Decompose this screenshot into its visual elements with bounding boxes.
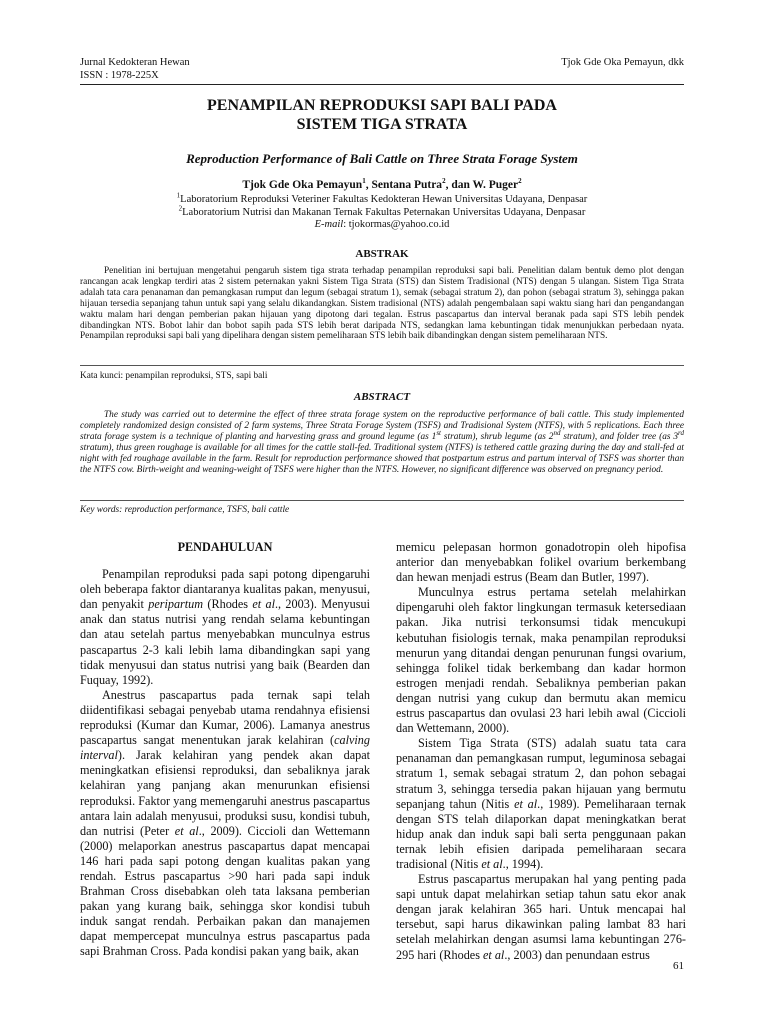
issn: ISSN : 1978-225X: [80, 69, 159, 81]
body-column-left: [80, 540, 370, 960]
email-line: [80, 219, 684, 232]
email-label: E-mail: [314, 219, 344, 230]
text-run: Anestrus pascapartus pada ternak sapi telah diidentifikasi sebagai penyebab utama rendahnya efisiensi reproduksi (Kumar dan Kumar, 2006). Lamanya anestrus pascapartus sangat menentukan jarak kelahiran (: [80, 687, 370, 748]
running-header: [80, 57, 684, 82]
journal-name: Jurnal Kedokteran Hewan: [80, 57, 190, 68]
author-2-affil: 2: [442, 177, 446, 186]
page-number: 61: [673, 960, 684, 972]
italic-run: peripartum: [148, 597, 204, 612]
abstrak-heading: ABSTRAK: [355, 248, 409, 260]
body-column-right: [396, 540, 686, 963]
paragraph: memicu pelepasan hormon gonadotropin oleh hipofisa anterior dan menyebabkan folikel ovarium berkembang dan hewan menjadi estrus (Beam dan Butler, 1997).: [396, 540, 686, 585]
paragraph: [396, 872, 686, 963]
paragraph: [80, 688, 370, 960]
abstract-part-1: The study was carried out to determine the effect of three strata forage system on the reproductive performance of bali cattle. This study implemented completely randomized design consisted of 2 farm systems, Three Strata Forage System (TSFS) and Tradisional System (NTFS), with 5 replications. Each three strata forage system is a technique of planting and harvesting grass and ground legume (as 1: [80, 410, 684, 442]
affiliation-1: [80, 191, 684, 207]
abstract-text: [80, 410, 684, 475]
italic-run: et al: [481, 856, 503, 871]
text-run: ., 2003). Menyusui anak dan status nutrisi yang rendah selama kebuntingan dan atau setelah partus menyebabkan munculnya estrus pascapartus 2-3 kali lebih lama dibandingkan sapi yang tidak menyusui dan status nutrisi yang baik (Bearden dan Fuquay, 1992).: [80, 597, 370, 687]
paper-title: [80, 96, 684, 134]
abstrak-rule: [80, 365, 684, 366]
abstrak-keywords: Kata kunci: penampilan reproduksi, STS, sapi bali: [80, 371, 268, 381]
affiliation-2-marker: 2: [178, 204, 183, 212]
italic-run: et al: [483, 947, 505, 962]
abstract-part-3: stratum), and folder tree (as 3: [560, 431, 679, 442]
text-run: ). Jarak kelahiran yang pendek akan dapat meningkatkan efisiensi reproduksi, dan sebaliknya jarak kelahiran yang panjang akan menurunkan efisiensi reproduksi. Faktor yang memengaruhi anestrus pascapartus antara lain adalah menyusui, produksi susu, kondisi tubuh, dan nutrisi (Peter: [80, 748, 370, 838]
author-3-affil: 2: [518, 177, 522, 186]
title-line-1: PENAMPILAN REPRODUKSI SAPI BALI PADA: [207, 97, 557, 114]
text-run: ., 1989). Pemeliharaan ternak dengan STS telah dilaporkan dapat meningkatkan berat hidup anak dan induk sapi bali serta penggunaan pakan ternak lebih efisien daripada pemeliharaan secara tradisional (Nitis: [396, 796, 686, 871]
running-author: Tjok Gde Oka Pemayun, dkk: [561, 57, 684, 68]
italic-run: calving interval: [80, 733, 370, 763]
author-2: , Sentana Putra: [365, 179, 443, 191]
abstract-keywords: Key words: reproduction performance, TSFS, bali cattle: [80, 505, 290, 515]
author-1: Tjok Gde Oka Pemayun: [242, 179, 363, 191]
italic-run: et al: [252, 597, 275, 612]
author-1-affil: 1: [362, 177, 366, 186]
affiliation-2-text: Laboratorium Nutrisi dan Makanan Ternak Fakultas Peternakan Universitas Udayana, Denpasar: [182, 206, 586, 218]
italic-run: et al: [514, 796, 538, 811]
header-divider: [80, 84, 684, 85]
abstract-rule: [80, 500, 684, 501]
abstract-heading: ABSTRACT: [353, 391, 411, 403]
italic-run: et al: [174, 823, 199, 838]
author-list: [80, 179, 684, 191]
abstract-sup-1: st: [436, 428, 441, 437]
text-run: ., 2003) dan penundaan estrus: [504, 947, 650, 962]
affiliation-1-text: Laboratorium Reproduksi Veteriner Fakultas Kedokteran Hewan Universitas Udayana, Denpasar: [180, 194, 588, 205]
text-run: ., 2009). Ciccioli dan Wettemann (2000) melaporkan anestrus pascapartus dapat mencapai 146 hari pada sapi potong dengan kualitas pakan yang rendah. Estrus pascapartus >90 hari pada sapi induk Brahman Cross disebabkan oleh tata laksana pemberian pakan yang kurang baik, sehingga skor kondisi tubuh induk sangat rendah. Perbaikan pakan dan manajemen dapat mempercepat munculnya estrus pascapartus pada sapi Brahman Cross. Pada kondisi pakan yang baik, akan: [80, 823, 370, 959]
text-run: ., 1994).: [502, 856, 544, 871]
paragraph: [396, 736, 686, 872]
abstract-sup-3: rd: [678, 428, 684, 437]
section-heading: PENDAHULUAN: [177, 540, 273, 554]
abstract-sup-2: nd: [553, 428, 561, 437]
affiliation-2: [80, 204, 684, 220]
author-3: , dan W. Puger: [445, 179, 519, 191]
text-run: Sistem Tiga Strata (STS) adalah suatu tata cara penanaman dan pemangkasan rumput, leguminosa sebagai stratum 1, semak sebagai stratum 2, dan pohon sebagai stratum 3, sehingga tersedia pakan hijauan yang bermutu sepanjang tahun (Nitis: [396, 736, 686, 811]
paragraph: Munculnya estrus pertama setelah melahirkan dipengaruhi oleh faktor lingkungan termasuk ketersediaan pakan. Jika nutrisi terkonsumsi tidak mencukupi kebutuhan fisiologis ternak, maka penampilan reproduksi menurun yang ditandai dengan penurunan fungsi ovarium, sehingga folikel tidak berkembang dan kadar hormon estrogen menjadi rendah. Sebaliknya pemberian pakan dengan nutrisi yang cukup dan bermutu akan memicu estrus pascapartus dan ovulasi 23 hari lebih awal (Ciccioli dan Wettemann, 2000).: [396, 585, 686, 736]
affiliation-1-marker: 1: [176, 191, 181, 200]
affiliations: [80, 191, 684, 232]
abstrak-text: Penelitian ini bertujuan mengetahui pengaruh sistem tiga strata terhadap penampilan reproduksi sapi bali. Penelitian dalam bentuk demo plot dengan rancangan acak lengkap terdiri atas 2 sistem peternakan yakni Sistem Tiga Strata (STS) dan Sistem Tradisional (NTS) dengan 5 ulangan. Sistem Tiga Strata adalah tata cara penanaman dan pemangkasan rumput dan legum (sebagai stratum 1), semak (sebagai stratum 2), dan pohon (sebagai stratum 3), sehingga pakan hijauan tersedia sepanjang tahun untuk sapi yang selalu dikandangkan. Sistem tradisional (NTS) adalah pengembalaan sapi waktu siang hari dan pengandangan waktu malam hari dengan pemberian pakan hijauan yang dipotong dari tegalan. Estrus pascapartus dan interval beranak pada sapi STS lebih pendek dibandingkan NTS. Bobot lahir dan bobot sapih pada STS lebih berat daripada NTS, sedangkan lama kebuntingan tidak menunjukkan perbedaan nyata. Penampilan reproduksi sapi bali yang dipelihara dengan sistem pemeliharaan STS lebih baik dibandingkan dengan sistem pemeliharaan NTS.: [80, 266, 684, 342]
text-run: (Rhodes: [203, 597, 253, 612]
abstract-part-2: stratum), shrub legume (as 2: [441, 431, 554, 442]
paragraph: [80, 567, 370, 688]
english-title: Reproduction Performance of Bali Cattle on Three Strata Forage System: [186, 151, 578, 166]
abstract-part-4: stratum), thus green roughage is available for all times for the cattle stall-fed. Traditional system (NTFS) is tethered cattle grazing during the day and stall-fed at night with fed roughage available in the farm. Result for reproduction performance showed that postpartum estrus and partum interval of TSFS was shorter than the NTFS cow. Birth-weight and weaning-weight of TSFS were higher than the NTFS. However, no significant difference was observed on pregnancy period.: [80, 442, 684, 475]
text-run: Penampilan reproduksi pada sapi potong dipengaruhi oleh beberapa faktor diantaranya kualitas pakan, menyusui, dan penyakit: [80, 567, 370, 612]
email-address: : tjokormas@yahoo.co.id: [343, 219, 450, 230]
title-line-2: SISTEM TIGA STRATA: [296, 116, 468, 133]
text-run: Estrus pascapartus merupakan hal yang penting pada sapi untuk dapat melahirkan setiap tahun satu ekor anak dengan jarak kelahiran 365 hari. Untuk mencapai hal tersebut, sapi harus dikawinkan paling lambat 83 hari setelah melahirkan dengan asumsi lama kebuntingan 276-295 hari (Rhodes: [396, 872, 686, 962]
